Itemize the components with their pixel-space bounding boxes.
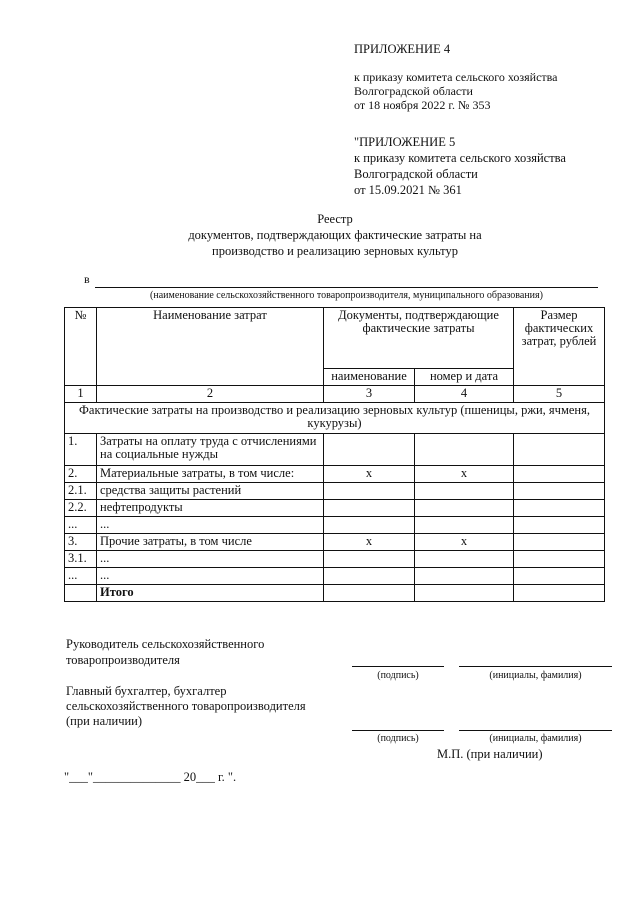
column-number: 3 <box>324 386 415 403</box>
row-amount <box>514 500 605 517</box>
column-number: 1 <box>65 386 97 403</box>
row-no: 3.1. <box>65 551 97 568</box>
head-signature-caption: (подпись) <box>377 670 419 681</box>
header-no: № <box>65 308 97 386</box>
row-doc-number <box>415 585 514 602</box>
accountant-signatory-line3: (при наличии) <box>66 714 143 728</box>
row-amount <box>514 517 605 534</box>
table-row <box>65 483 605 500</box>
header-appendix-5 <box>354 134 566 198</box>
header-appendix-5-title: "ПРИЛОЖЕНИЕ 5 <box>354 135 456 149</box>
head-signatory-line1: Руководитель сельскохозяйственного <box>66 637 265 651</box>
header-appendix-4-line3: от 18 ноября 2022 г. № 353 <box>354 98 491 112</box>
row-no: 1. <box>65 434 97 466</box>
row-no: ... <box>65 568 97 585</box>
row-no <box>65 585 97 602</box>
row-doc-number <box>415 434 514 466</box>
header-appendix-5-line2: Волгоградской области <box>354 167 478 181</box>
section-title: Фактические затраты на производство и реализацию зерновых культур (пшеницы, ржи, ячменя, кукурузы) <box>65 403 605 434</box>
head-signature-line <box>352 666 444 667</box>
accountant-signatory-line2: сельскохозяйственного товаропроизводителя <box>66 699 306 713</box>
row-name: средства защиты растений <box>97 483 324 500</box>
header-docs: Документы, подтверждающие фактические затраты <box>324 308 514 369</box>
head-name-caption: (инициалы, фамилия) <box>489 670 582 681</box>
accountant-name-line <box>459 730 612 731</box>
head-signatory-line2: товаропроизводителя <box>66 653 180 667</box>
accountant-signature-line <box>352 730 444 731</box>
row-doc-name: х <box>324 534 415 551</box>
row-doc-number <box>415 500 514 517</box>
row-doc-name <box>324 585 415 602</box>
section-title-row <box>65 403 605 434</box>
row-no: ... <box>65 517 97 534</box>
row-no: 2.1. <box>65 483 97 500</box>
total-row <box>65 585 605 602</box>
header-appendix-5-line3: от 15.09.2021 № 361 <box>354 183 462 197</box>
row-no: 3. <box>65 534 97 551</box>
table-row <box>65 517 605 534</box>
header-doc-number: номер и дата <box>415 369 514 386</box>
header-appendix-4 <box>354 42 558 112</box>
row-no: 2.2. <box>65 500 97 517</box>
row-doc-number <box>415 517 514 534</box>
row-name: нефтепродукты <box>97 500 324 517</box>
row-doc-name <box>324 517 415 534</box>
head-signatory <box>66 636 264 668</box>
header-amount: Размер фактических затрат, рублей <box>514 308 605 386</box>
row-name: ... <box>97 551 324 568</box>
header-name: Наименование затрат <box>97 308 324 386</box>
row-name: ... <box>97 568 324 585</box>
stamp-label: М.П. (при наличии) <box>437 747 543 761</box>
row-amount <box>514 483 605 500</box>
header-appendix-4-title: ПРИЛОЖЕНИЕ 4 <box>354 42 451 56</box>
column-number: 5 <box>514 386 605 403</box>
accountant-signature-caption: (подпись) <box>377 733 419 744</box>
document-title-line3: производство и реализацию зерновых культур <box>212 244 458 258</box>
recipient-caption: (наименование сельскохозяйственного товаропроизводителя, муниципального образования) <box>150 290 543 301</box>
header-appendix-5-line1: к приказу комитета сельского хозяйства <box>354 151 566 165</box>
table-row <box>65 551 605 568</box>
row-doc-name <box>324 500 415 517</box>
date-line: "___"______________ 20___ г. ". <box>64 770 237 784</box>
recipient-underline <box>95 287 598 288</box>
table-row <box>65 500 605 517</box>
row-amount <box>514 568 605 585</box>
row-doc-name <box>324 434 415 466</box>
row-doc-number: х <box>415 466 514 483</box>
row-amount <box>514 534 605 551</box>
row-doc-number <box>415 551 514 568</box>
row-doc-name <box>324 568 415 585</box>
row-amount <box>514 466 605 483</box>
row-name: Материальные затраты, в том числе: <box>97 466 324 483</box>
row-no: 2. <box>65 466 97 483</box>
head-name-line <box>459 666 612 667</box>
table-header-row <box>65 308 605 369</box>
column-number: 4 <box>415 386 514 403</box>
table-row <box>65 434 605 466</box>
row-amount <box>514 551 605 568</box>
header-appendix-4-line2: Волгоградской области <box>354 84 473 98</box>
table-row <box>65 466 605 483</box>
row-doc-name <box>324 551 415 568</box>
document-title-line2: документов, подтверждающих фактические затраты на <box>188 228 482 242</box>
table-row <box>65 568 605 585</box>
row-name: ... <box>97 517 324 534</box>
recipient-prefix: в <box>84 272 90 286</box>
row-doc-name <box>324 483 415 500</box>
row-doc-name: х <box>324 466 415 483</box>
row-amount <box>514 585 605 602</box>
header-doc-name: наименование <box>324 369 415 386</box>
column-number: 2 <box>97 386 324 403</box>
accountant-signatory-line1: Главный бухгалтер, бухгалтер <box>66 684 227 698</box>
row-doc-number: х <box>415 534 514 551</box>
row-amount <box>514 434 605 466</box>
row-name: Прочие затраты, в том числе <box>97 534 324 551</box>
accountant-name-caption: (инициалы, фамилия) <box>489 733 582 744</box>
header-appendix-4-line1: к приказу комитета сельского хозяйства <box>354 70 558 84</box>
row-doc-number <box>415 568 514 585</box>
document-title <box>100 211 570 259</box>
row-name: Затраты на оплату труда с отчислениями на социальные нужды <box>97 434 324 466</box>
table-row <box>65 534 605 551</box>
total-label: Итого <box>97 585 324 602</box>
document-title-line1: Реестр <box>317 212 353 226</box>
registry-table <box>64 307 605 602</box>
accountant-signatory <box>66 684 306 729</box>
row-doc-number <box>415 483 514 500</box>
column-numbers-row <box>65 386 605 403</box>
